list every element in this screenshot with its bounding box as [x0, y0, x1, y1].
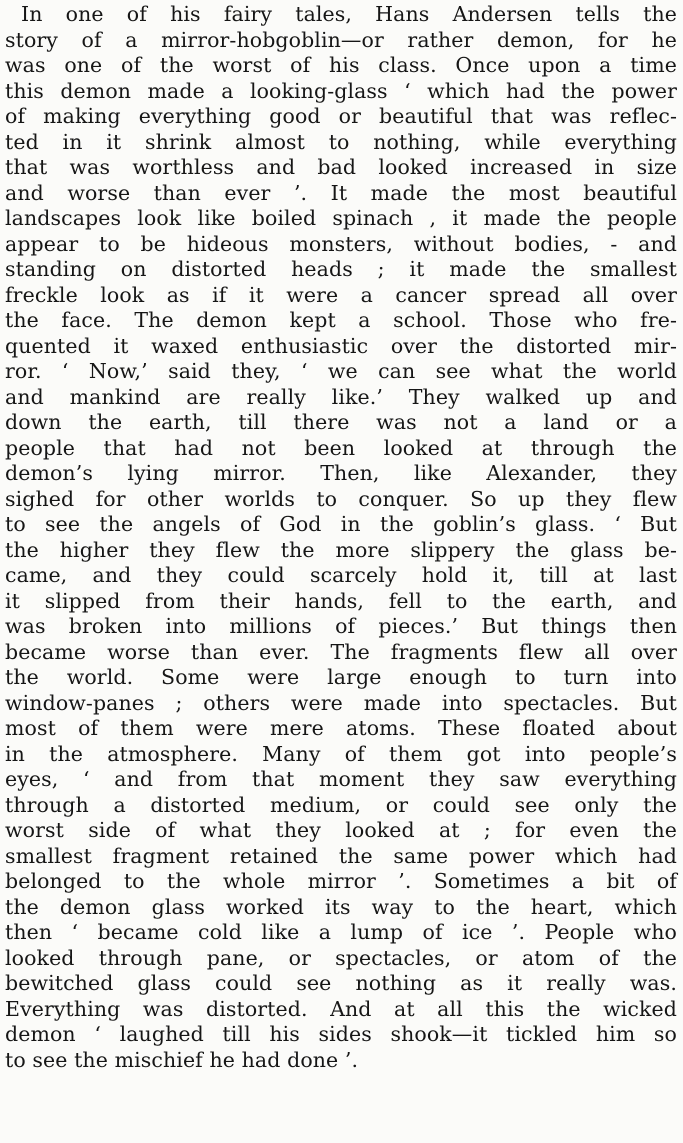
text-line: standing on distorted heads ; it made the smallest: [5, 257, 677, 281]
text-line: landscapes look like boiled spinach , it made the people: [5, 206, 677, 230]
text-line: of making everything good or beautiful that was reflec-: [5, 104, 677, 128]
text-line: to see the mischief he had done ’.: [5, 1047, 359, 1072]
text-line: story of a mirror-hobgoblin—or rather demon, for he: [5, 27, 677, 52]
text-line: became worse than ever. The fragments flew all over: [5, 639, 677, 664]
text-line: the demon glass worked its way to the heart, which: [5, 894, 677, 919]
text-line: through a distorted medium, or could see only the: [5, 792, 677, 817]
text-line: ted in it shrink almost to nothing, while everything: [5, 129, 677, 154]
text-line: that was worthless and bad looked increased in size: [5, 155, 677, 179]
text-line: smallest fragment retained the same power which had: [5, 843, 677, 868]
text-line: the world. Some were large enough to turn into: [5, 665, 677, 689]
text-line: quented it waxed enthusiastic over the distorted mir-: [5, 333, 677, 358]
text-line: window-panes ; others were made into spectacles. But: [5, 690, 677, 715]
text-line: the face. The demon kept a school. Those who fre-: [5, 308, 677, 332]
text-line: to see the angels of God in the goblin’s glass. ‘ But: [5, 512, 677, 536]
text-line: belonged to the whole mirror ’. Sometimes a bit of: [5, 869, 677, 893]
text-line: looked through pane, or spectacles, or atom of the: [5, 945, 677, 970]
text-line: people that had not been looked at through the: [5, 435, 677, 460]
text-line: most of them were mere atoms. These floated about: [5, 716, 677, 740]
text-line: Everything was distorted. And at all this the wicked: [5, 996, 677, 1021]
text-line: was broken into millions of pieces.’ But things then: [5, 614, 677, 638]
text-line: it slipped from their hands, fell to the earth, and: [5, 588, 677, 613]
text-line: the higher they flew the more slippery the glass be-: [5, 537, 677, 562]
text-line: and mankind are really like.’ They walked up and: [5, 384, 677, 409]
text-line: freckle look as if it were a cancer spread all over: [5, 282, 677, 307]
text-line: demon’s lying mirror. Then, like Alexander, they: [5, 461, 677, 485]
text-line: was one of the worst of his class. Once upon a time: [5, 53, 677, 77]
text-line: bewitched glass could see nothing as it really was.: [5, 971, 677, 995]
text-line: this demon made a looking-glass ‘ which had the power: [5, 78, 677, 103]
text-line: appear to be hideous monsters, without bodies, - and: [5, 231, 677, 256]
text-line: down the earth, till there was not a land or a: [5, 410, 677, 434]
text-line: came, and they could scarcely hold it, till at last: [5, 563, 677, 587]
text-line: then ‘ became cold like a lump of ice ’. People who: [5, 920, 677, 944]
text-line: demon ‘ laughed till his sides shook—it tickled him so: [5, 1022, 677, 1046]
text-line: in the atmosphere. Many of them got into people’s: [5, 741, 677, 766]
text-line: and worse than ever ’. It made the most beautiful: [5, 180, 677, 205]
text-line: sighed for other worlds to conquer. So up they flew: [5, 486, 677, 511]
text-line: ror. ‘ Now,’ said they, ‘ we can see what the world: [5, 359, 677, 383]
text-line: eyes, ‘ and from that moment they saw everything: [5, 767, 677, 791]
text-line: In one of his fairy tales, Hans Andersen tells the: [21, 2, 677, 26]
article-column: [5, 2, 677, 1073]
text-line: worst side of what they looked at ; for even the: [5, 818, 677, 842]
